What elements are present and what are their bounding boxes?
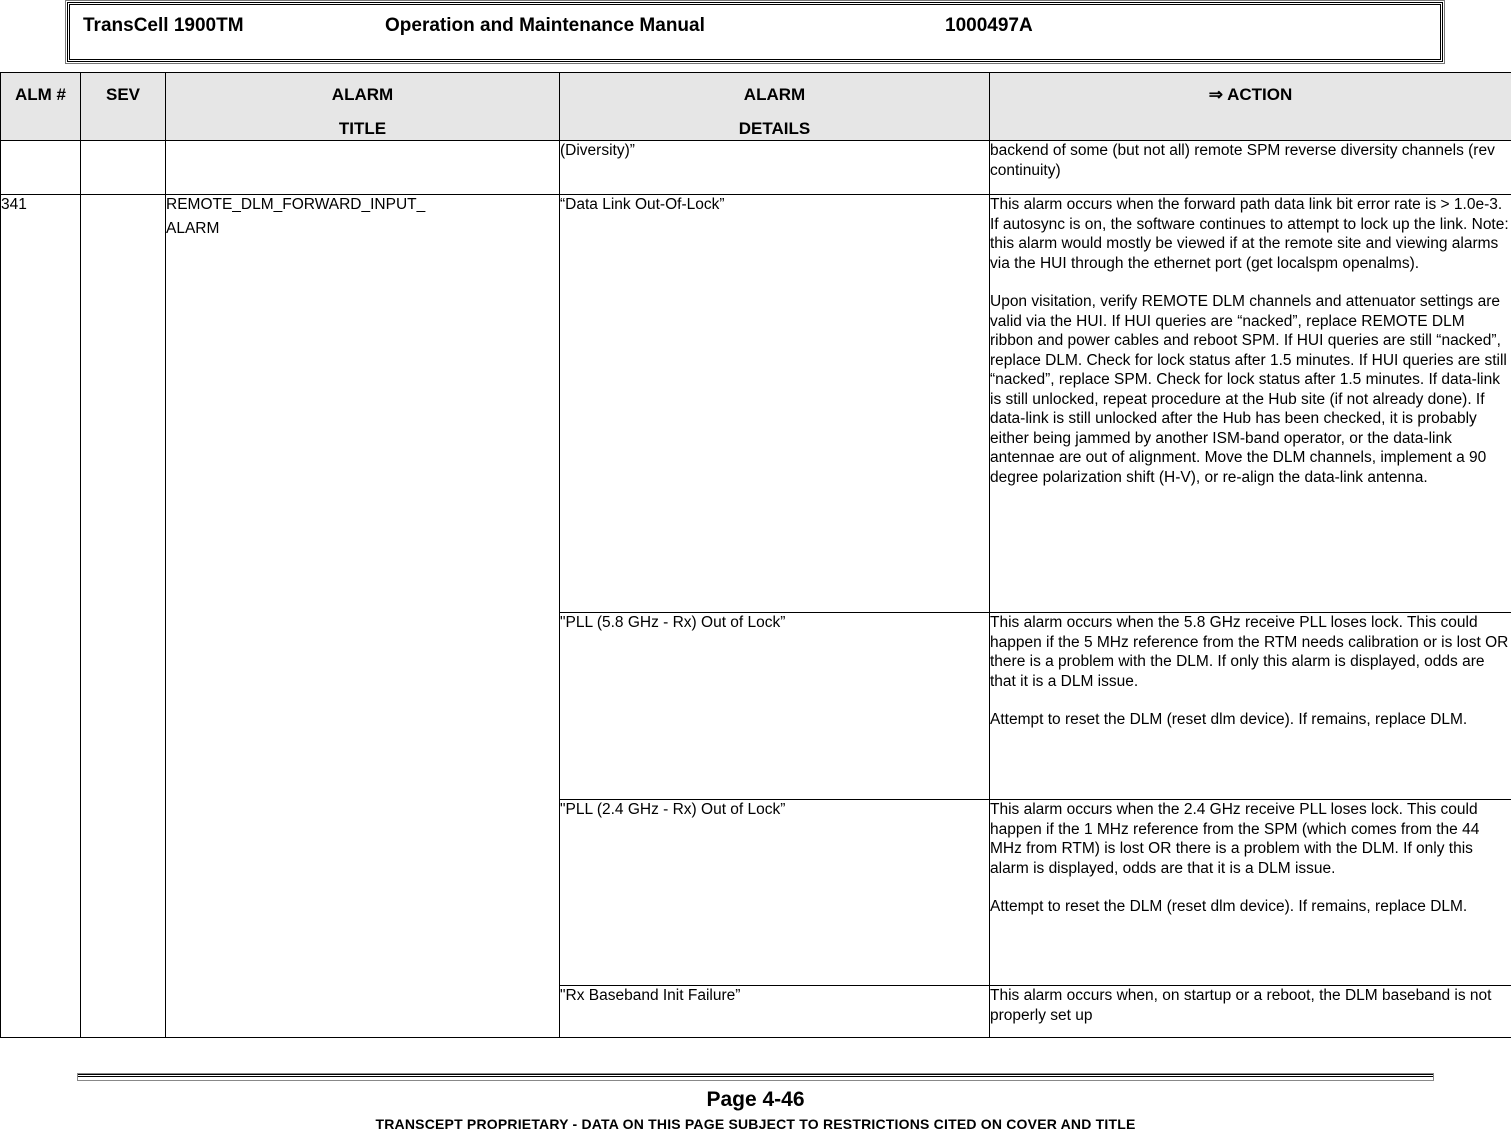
column-header-alarm-details: ALARM DETAILS xyxy=(560,73,990,141)
alarm-details-cell: "Rx Baseband Init Failure” xyxy=(560,986,990,1038)
alarm-title-cell xyxy=(166,195,560,1038)
action-cell xyxy=(990,986,1511,1038)
alarm-details-cell: “Data Link Out-Of-Lock” xyxy=(560,195,990,613)
action-cell xyxy=(990,195,1511,613)
table-row-continued xyxy=(1,141,1511,195)
table-header-row xyxy=(1,73,1511,141)
column-header-alm: ALM # xyxy=(1,73,81,141)
severity-cell xyxy=(81,195,166,1038)
alarm-title-line1: REMOTE_DLM_FORWARD_INPUT_ xyxy=(166,196,426,213)
column-header-action: ⇒ ACTION xyxy=(990,73,1511,141)
alarm-details-cell: "PLL (5.8 GHz - Rx) Out of Lock” xyxy=(560,613,990,800)
page-header xyxy=(67,2,1443,62)
proprietary-notice: TRANSCEPT PROPRIETARY - DATA ON THIS PAGE SUBJECT TO RESTRICTIONS CITED ON COVER AND TITLE xyxy=(375,1116,1136,1132)
alarm-number-cell: 341 xyxy=(1,195,81,1038)
action-paragraph: Upon visitation, verify REMOTE DLM channels and attenuator settings are valid via the HUI. If HUI queries are “nacked”, replace REMOTE DLM ribbon and power cables and reboot SPM. If HUI queries are still “nacked”, replace DLM. Check for lock status after 1.5 minutes. If HUI queries are still “nacked”, replace SPM. Check for lock status after 1.5 minutes. If data-link is still unlocked, repeat procedure at the Hub site (if not already done). If data-link is still unlocked after the Hub has been checked, it is probably either being jammed by another ISM-band operator, or the data-link antennae are out of alignment. Move the DLM channels, implement a 90 degree polarization shift (H-V), or re-align the data-link antenna. xyxy=(990,293,1507,486)
column-header-sev: SEV xyxy=(81,73,166,141)
cell-empty xyxy=(166,141,560,195)
cell-empty xyxy=(1,141,81,195)
action-paragraph: This alarm occurs when the 5.8 GHz receive PLL loses lock. This could happen if the 5 MHz reference from the RTM needs calibration or is lost OR there is a problem with the DLM. If only this alarm is displayed, odds are that it is a DLM issue. xyxy=(990,614,1509,690)
alarm-details-cell: (Diversity)” xyxy=(560,141,990,195)
action-cell xyxy=(990,613,1511,800)
cell-empty xyxy=(81,141,166,195)
alarm-table xyxy=(0,72,1511,1038)
column-header-alarm-title: ALARM TITLE xyxy=(166,73,560,141)
action-cell: backend of some (but not all) remote SPM reverse diversity channels (rev continuity) xyxy=(990,141,1511,195)
alarm-details-cell: "PLL (2.4 GHz - Rx) Out of Lock” xyxy=(560,800,990,986)
footer-divider xyxy=(78,1074,1433,1080)
action-paragraph: This alarm occurs when, on startup or a reboot, the DLM baseband is not properly set up xyxy=(990,987,1492,1024)
manual-title: Operation and Maintenance Manual xyxy=(385,15,705,36)
action-paragraph: Attempt to reset the DLM (reset dlm device). If remains, replace DLM. xyxy=(990,711,1468,728)
page-number: Page 4-46 xyxy=(706,1088,805,1111)
table-row xyxy=(1,195,1511,613)
action-paragraph: Attempt to reset the DLM (reset dlm device). If remains, replace DLM. xyxy=(990,898,1468,915)
action-cell xyxy=(990,800,1511,986)
document-number: 1000497A xyxy=(945,15,1033,36)
alarm-title-line2: ALARM xyxy=(166,219,220,237)
action-paragraph: This alarm occurs when the 2.4 GHz receive PLL loses lock. This could happen if the 1 MHz reference from the SPM (which comes from the 44 MHz from RTM) is lost OR there is a problem with the DLM. If only this alarm is displayed, odds are that it is a DLM issue. xyxy=(990,801,1480,877)
action-paragraph: This alarm occurs when the forward path data link bit error rate is > 1.0e-3. If autosync is on, the software continues to attempt to lock up the link. Note: this alarm would mostly be viewed if at the remote site and viewing alarms via the HUI through the ethernet port (get localspm openalms). xyxy=(990,196,1509,272)
product-name: TransCell 1900TM xyxy=(83,15,244,36)
